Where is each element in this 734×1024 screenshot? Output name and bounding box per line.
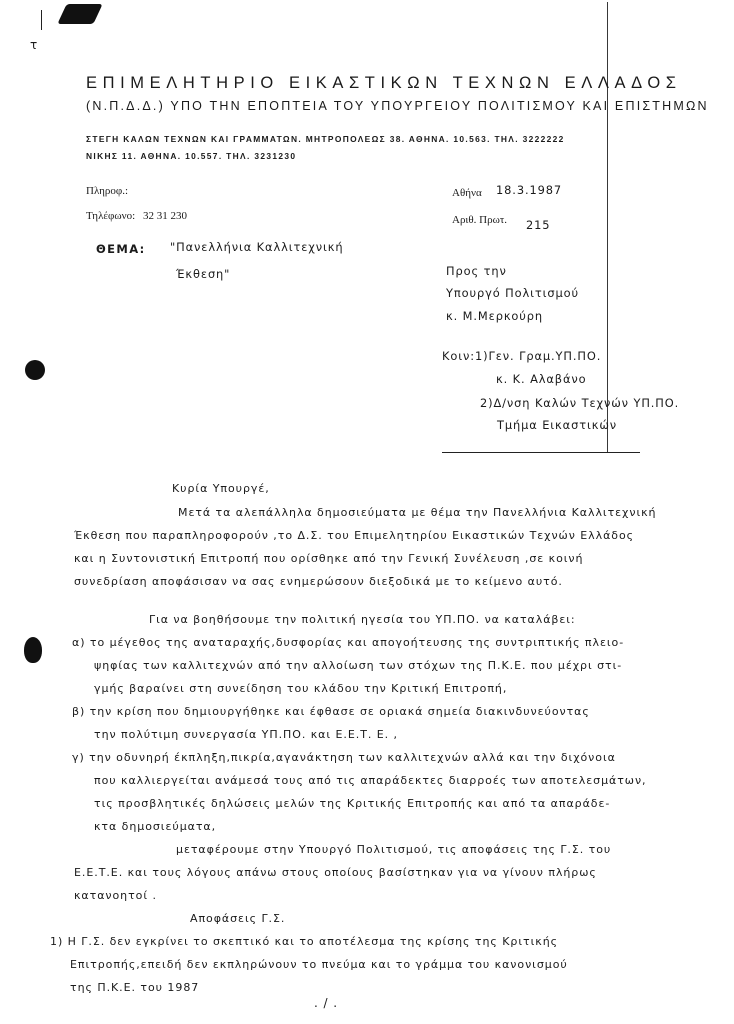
- scan-smudge-top: [57, 4, 102, 24]
- item-c-line-4: κτα δημοσιεύματα,: [94, 820, 217, 833]
- address-line-1: ΣΤΕΓΗ ΚΑΛΩΝ ΤΕΧΝΩΝ ΚΑΙ ΓΡΑΜΜΑΤΩΝ. ΜΗΤΡΟΠΟΛΕΩΣ 38. ΑΘΗΝΑ. 10.563. ΤΗΛ. 3222222: [86, 134, 565, 144]
- paragraph-1-line-4: συνεδρίαση αποφάσισαν να σας ενημερώσουν διεξοδικά με το κείμενο αυτό.: [74, 575, 563, 588]
- protocol-value: 215: [526, 218, 551, 232]
- recipient-line-2: Υπουργό Πολιτισμού: [446, 286, 580, 300]
- page-mark: . / .: [314, 996, 339, 1010]
- recipient-line-3: κ. Μ.Μερκούρη: [446, 309, 544, 323]
- paragraph-3-line-2: Ε.Ε.Τ.Ε. και τους λόγους απάνω στους οποίους βασίστηκαν για να γίνουν πλήρως: [74, 866, 597, 879]
- phone-value: 32 31 230: [143, 210, 187, 222]
- letterhead-title: ΕΠΙΜΕΛΗΤΗΡΙΟ ΕΙΚΑΣΤΙΚΩΝ ΤΕΧΝΩΝ ΕΛΛΑΔΟΣ: [86, 74, 682, 92]
- item-a-line-2: ψηφίας των καλλιτεχνών από την αλλοίωση των στόχων της Π.Κ.Ε. που μέχρι στι-: [94, 659, 623, 672]
- protocol-label: Αριθ. Πρωτ.: [452, 214, 508, 226]
- info-label: Πληροφ.:: [86, 185, 129, 197]
- paragraph-1-line-1: Μετά τα αλεπάλληλα δημοσιεύματα με θέμα την Πανελλήνια Καλλιτεχνική: [178, 506, 657, 519]
- punch-hole-upper: [25, 360, 45, 380]
- paragraph-3-line-1: μεταφέρουμε στην Υπουργό Πολιτισμού, τις αποφάσεις της Γ.Σ. του: [176, 843, 612, 856]
- fold-line: [607, 2, 608, 452]
- phone-label: Τηλέφωνο:: [86, 210, 136, 222]
- cc-line-4: Τμήμα Εικαστικών: [497, 418, 618, 432]
- item-c-line-3: τις προσβλητικές δηλώσεις μελών της Κριτικής Επιτροπής και από τα απαράδε-: [94, 797, 611, 810]
- letterhead-subtitle: (Ν.Π.Δ.Δ.) ΥΠΟ ΤΗΝ ΕΠΟΠΤΕΙΑ ΤΟΥ ΥΠΟΥΡΓΕΙΟΥ ΠΟΛΙΤΙΣΜΟΥ ΚΑΙ ΕΠΙΣΤΗΜΩΝ: [86, 99, 709, 113]
- cc-line-3: 2)Δ/νση Καλών Τεχνών ΥΠ.ΠΟ.: [480, 396, 680, 410]
- decision-1-line-1: 1) Η Γ.Σ. δεν εγκρίνει το σκεπτικό και το αποτέλεσμα της κρίσης της Κριτικής: [50, 935, 559, 948]
- item-b-line-1: β) την κρίση που δημιουργήθηκε και έφθασε σε οριακά σημεία διακινδυνεύοντας: [72, 705, 590, 718]
- decision-1-line-3: της Π.Κ.Ε. του 1987: [70, 981, 200, 994]
- salutation: Κυρία Υπουργέ,: [172, 482, 270, 495]
- cc-line-2: κ. Κ. Αλαβάνο: [496, 372, 587, 386]
- cc-line-1: Κοιν:1)Γεν. Γραμ.ΥΠ.ΠΟ.: [442, 349, 602, 363]
- paragraph-3-line-3: κατανοητοί .: [74, 889, 157, 902]
- date-value: 18.3.1987: [496, 183, 563, 197]
- place-label: Αθήνα: [452, 187, 482, 199]
- item-c-line-1: γ) την οδυνηρή έκπληξη,πικρία,αγανάκτηση των καλλιτεχνών αλλά και την διχόνοια: [72, 751, 616, 764]
- corner-mark: τ: [30, 38, 38, 52]
- item-b-line-2: την πολύτιμη συνεργασία ΥΠ.ΠΟ. και Ε.Ε.Τ. Ε. ,: [94, 728, 398, 741]
- subject-label: ΘΕΜΑ:: [96, 242, 146, 256]
- punch-hole-lower: [24, 637, 42, 663]
- scan-mark-left: [41, 10, 42, 30]
- paragraph-1-line-2: Έκθεση που παραπληροφορούν ,το Δ.Σ. του Επιμελητηρίου Εικαστικών Τεχνών Ελλάδος: [74, 529, 635, 542]
- subject-line-1: "Πανελλήνια Καλλιτεχνική: [170, 240, 344, 254]
- address-line-2: ΝΙΚΗΣ 11. ΑΘΗΝΑ. 10.557. ΤΗΛ. 3231230: [86, 151, 297, 161]
- item-a-line-3: γμής βαραίνει στη συνείδηση του κλάδου την Κριτική Επιτροπή,: [94, 682, 508, 695]
- item-c-line-2: που καλλιεργείται ανάμεσά τους από τις απαράδεκτες διαρροές των αποτελεσμάτων,: [94, 774, 647, 787]
- item-a-line-1: α) το μέγεθος της αναταραχής,δυσφορίας και απογοήτευσης της συντριπτικής πλειο-: [72, 636, 625, 649]
- recipient-line-1: Προς την: [446, 264, 507, 278]
- cc-underline: [442, 452, 640, 453]
- paragraph-2-intro: Για να βοηθήσουμε την πολιτική ηγεσία του ΥΠ.ΠΟ. να καταλάβει:: [149, 613, 576, 626]
- decision-1-line-2: Επιτροπής,επειδή δεν εκπληρώνουν το πνεύμα και το γράμμα του κανονισμού: [70, 958, 568, 971]
- subject-line-2: Έκθεση": [176, 267, 231, 281]
- decisions-heading: Αποφάσεις Γ.Σ.: [190, 912, 286, 925]
- paragraph-1-line-3: και η Συντονιστική Επιτροπή που ορίσθηκε από την Γενική Συνέλευση ,σε κοινή: [74, 552, 584, 565]
